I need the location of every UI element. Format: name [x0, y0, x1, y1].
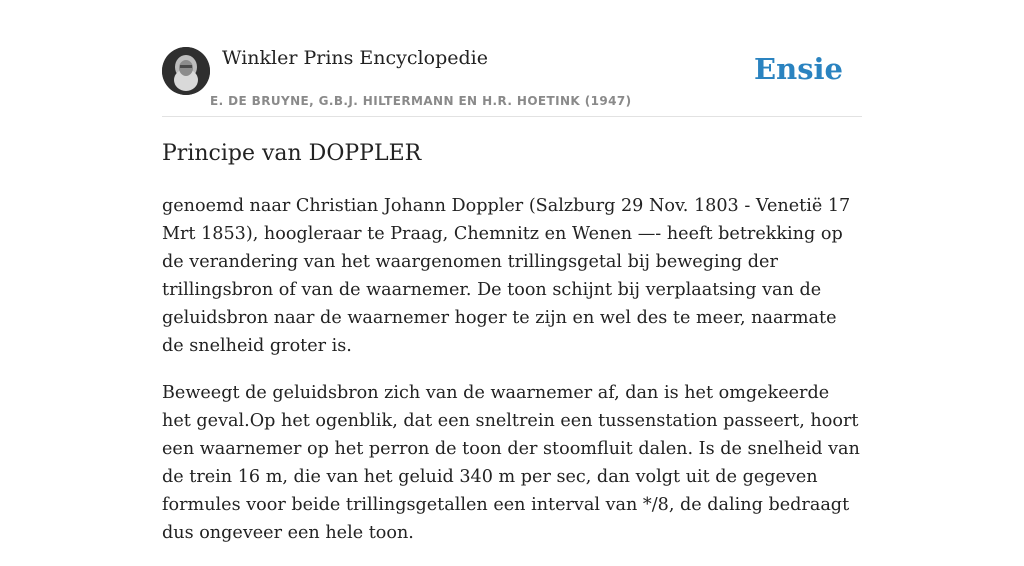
brand-logo-link[interactable]: Ensie	[754, 52, 843, 86]
article-body	[162, 192, 862, 566]
article-title: Principe van DOPPLER	[162, 141, 422, 166]
page-container	[162, 0, 862, 543]
site-header	[162, 0, 862, 117]
portrait-photo-icon	[162, 47, 210, 95]
site-name[interactable]: Winkler Prins Encyclopedie	[222, 47, 488, 69]
article-paragraph: Beweegt de geluidsbron zich van de waarnemer af, dan is het omgekeerde het geval.Op het ogenblik, dat een sneltrein een tussenstation passeert, hoort een waarnemer op het perron de toon der stoomfluit dalen. Is de snelheid van de trein 16 m, die van het geluid 340 m per sec, dan volgt uit de gegeven formules voor beide trillingsgetallen een interval van */8, de daling bedraagt dus ongeveer een hele toon.	[162, 383, 860, 543]
article-paragraph: genoemd naar Christian Johann Doppler (Salzburg 29 Nov. 1803 - Venetië 17 Mrt 1853), hoogleraar te Praag, Chemnitz en Wenen —- heeft betrekking op de verandering van het waargenomen trillingsgetal bij beweging der trillingsbron of van de waarnemer. De toon schijnt bij verplaatsing van de geluidsbron naar de waarnemer hoger te zijn en wel des te meer, naarmate de snelheid groter is.	[162, 196, 851, 356]
portrait-avatar-icon	[162, 47, 210, 95]
authors-credit: E. DE BRUYNE, G.B.J. HILTERMANN EN H.R. HOETINK (1947)	[210, 94, 632, 108]
